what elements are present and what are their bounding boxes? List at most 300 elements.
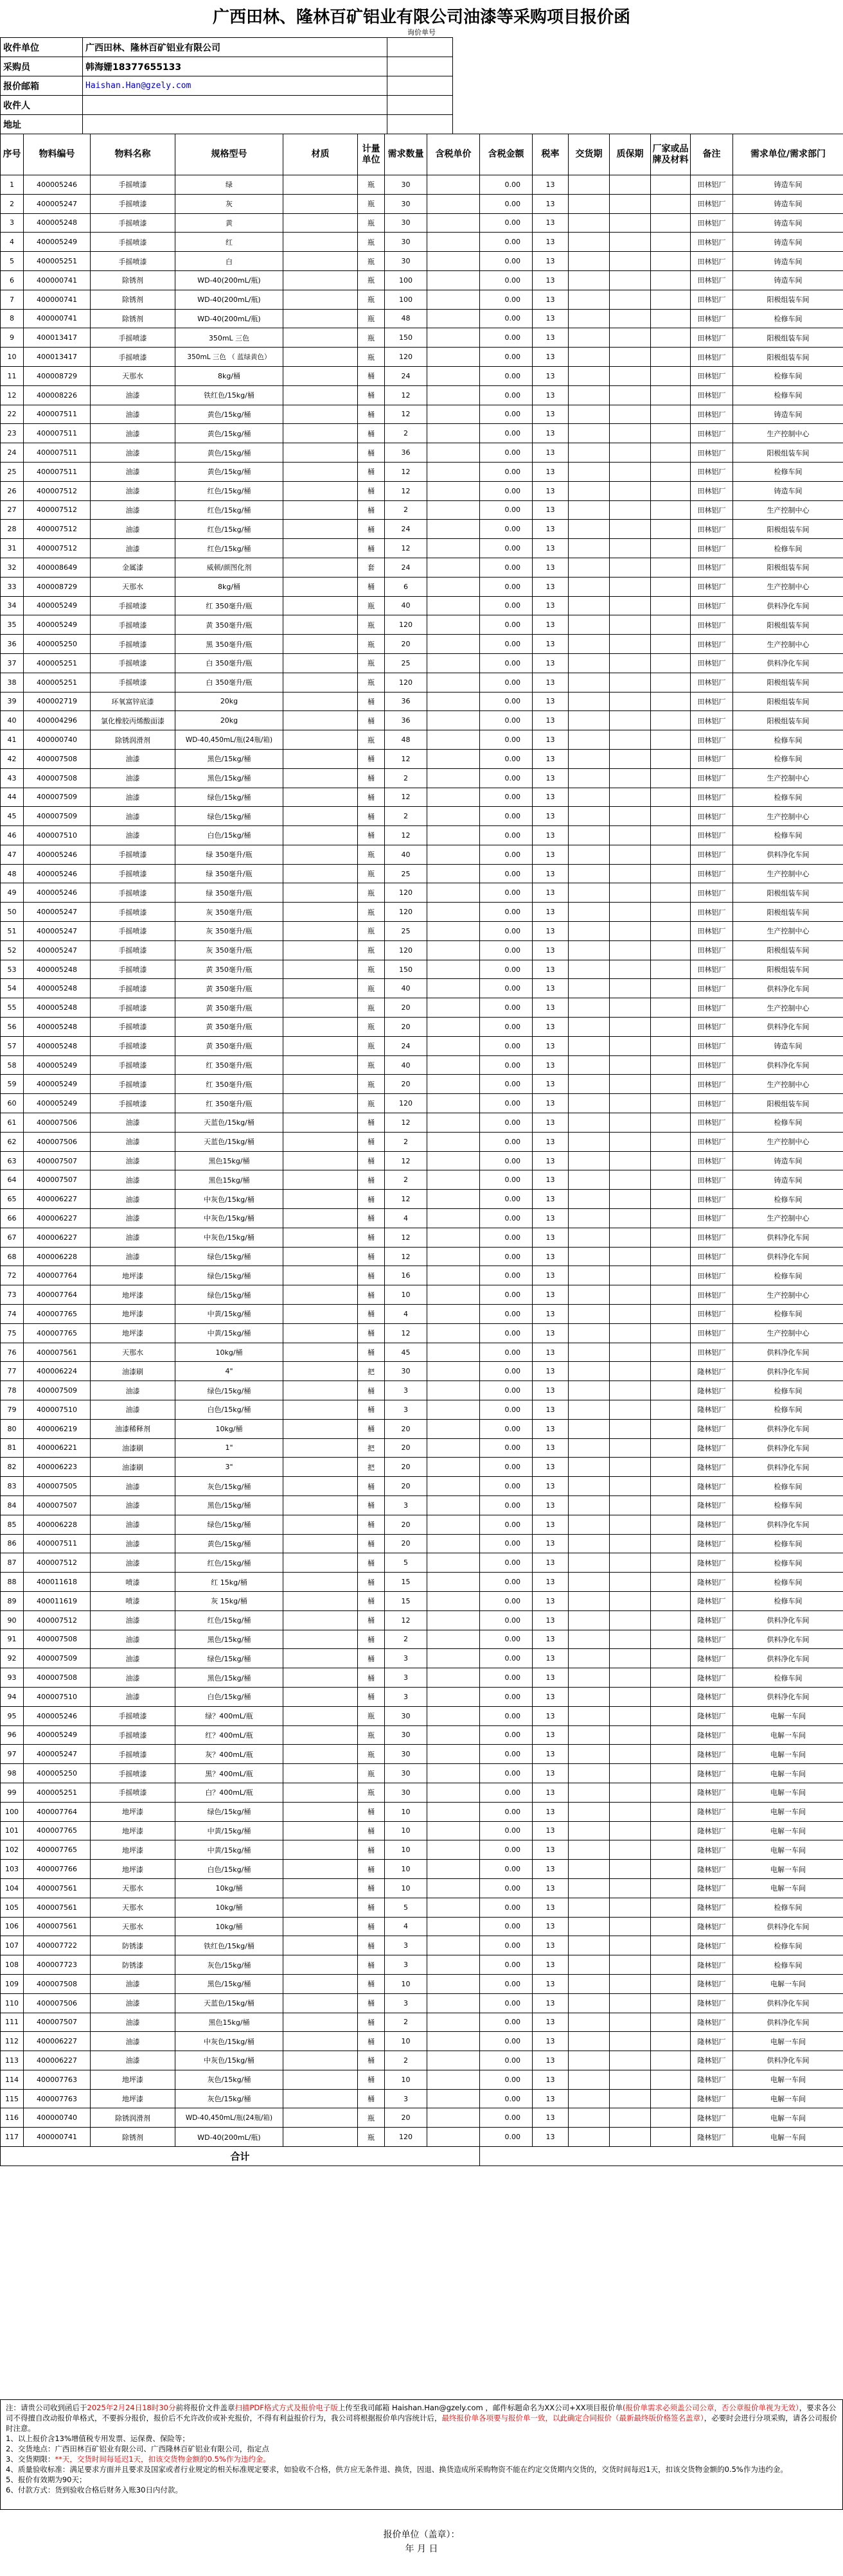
cell-brand[interactable] xyxy=(651,2089,691,2108)
cell-brand[interactable] xyxy=(651,405,691,424)
cell-brand[interactable] xyxy=(651,1190,691,1209)
cell-material[interactable] xyxy=(283,1591,358,1610)
cell-brand[interactable] xyxy=(651,1113,691,1133)
cell-delivery[interactable] xyxy=(569,998,610,1018)
cell-delivery[interactable] xyxy=(569,1764,610,1783)
cell-unit-price[interactable] xyxy=(427,653,480,673)
cell-delivery[interactable] xyxy=(569,1228,610,1247)
cell-material[interactable] xyxy=(283,807,358,826)
cell-brand[interactable] xyxy=(651,1094,691,1113)
cell-warranty[interactable] xyxy=(610,1495,651,1515)
cell-warranty[interactable] xyxy=(610,1783,651,1802)
cell-unit-price[interactable] xyxy=(427,1955,480,1975)
cell-warranty[interactable] xyxy=(610,883,651,903)
cell-brand[interactable] xyxy=(651,1591,691,1610)
cell-delivery[interactable] xyxy=(569,1573,610,1592)
cell-warranty[interactable] xyxy=(610,1860,651,1879)
cell-delivery[interactable] xyxy=(569,730,610,750)
cell-material[interactable] xyxy=(283,1438,358,1458)
cell-delivery[interactable] xyxy=(569,1802,610,1821)
cell-brand[interactable] xyxy=(651,1783,691,1802)
cell-delivery[interactable] xyxy=(569,1515,610,1534)
cell-material[interactable] xyxy=(283,481,358,500)
cell-warranty[interactable] xyxy=(610,1458,651,1477)
cell-brand[interactable] xyxy=(651,2032,691,2051)
cell-unit-price[interactable] xyxy=(427,500,480,520)
cell-delivery[interactable] xyxy=(569,1840,610,1860)
cell-unit-price[interactable] xyxy=(427,233,480,252)
cell-material[interactable] xyxy=(283,979,358,998)
cell-unit-price[interactable] xyxy=(427,213,480,233)
cell-material[interactable] xyxy=(283,653,358,673)
cell-warranty[interactable] xyxy=(610,940,651,960)
cell-unit-price[interactable] xyxy=(427,1055,480,1075)
cell-material[interactable] xyxy=(283,1343,358,1362)
cell-brand[interactable] xyxy=(651,1209,691,1228)
cell-brand[interactable] xyxy=(651,290,691,309)
cell-warranty[interactable] xyxy=(610,596,651,615)
cell-unit-price[interactable] xyxy=(427,1305,480,1324)
cell-unit-price[interactable] xyxy=(427,1898,480,1917)
cell-brand[interactable] xyxy=(651,443,691,463)
cell-warranty[interactable] xyxy=(610,653,651,673)
cell-brand[interactable] xyxy=(651,175,691,195)
cell-warranty[interactable] xyxy=(610,1285,651,1305)
cell-delivery[interactable] xyxy=(569,539,610,558)
cell-brand[interactable] xyxy=(651,1305,691,1324)
cell-brand[interactable] xyxy=(651,826,691,845)
cell-warranty[interactable] xyxy=(610,1343,651,1362)
cell-material[interactable] xyxy=(283,366,358,385)
cell-unit-price[interactable] xyxy=(427,385,480,405)
cell-unit-price[interactable] xyxy=(427,520,480,539)
cell-brand[interactable] xyxy=(651,635,691,654)
cell-warranty[interactable] xyxy=(610,1668,651,1688)
cell-warranty[interactable] xyxy=(610,520,651,539)
cell-brand[interactable] xyxy=(651,270,691,290)
cell-unit-price[interactable] xyxy=(427,2108,480,2128)
cell-material[interactable] xyxy=(283,2070,358,2089)
receiver-field[interactable] xyxy=(83,96,387,115)
cell-warranty[interactable] xyxy=(610,2089,651,2108)
cell-unit-price[interactable] xyxy=(427,2070,480,2089)
cell-unit-price[interactable] xyxy=(427,1477,480,1496)
cell-unit-price[interactable] xyxy=(427,1993,480,2013)
cell-material[interactable] xyxy=(283,2089,358,2108)
cell-delivery[interactable] xyxy=(569,385,610,405)
cell-delivery[interactable] xyxy=(569,596,610,615)
cell-brand[interactable] xyxy=(651,807,691,826)
cell-delivery[interactable] xyxy=(569,405,610,424)
cell-material[interactable] xyxy=(283,1821,358,1840)
cell-unit-price[interactable] xyxy=(427,1610,480,1630)
cell-material[interactable] xyxy=(283,1477,358,1496)
cell-brand[interactable] xyxy=(651,1725,691,1745)
cell-delivery[interactable] xyxy=(569,1381,610,1400)
cell-brand[interactable] xyxy=(651,1993,691,2013)
cell-brand[interactable] xyxy=(651,653,691,673)
cell-unit-price[interactable] xyxy=(427,2032,480,2051)
cell-warranty[interactable] xyxy=(610,998,651,1018)
cell-warranty[interactable] xyxy=(610,1266,651,1285)
cell-unit-price[interactable] xyxy=(427,366,480,385)
cell-material[interactable] xyxy=(283,1955,358,1975)
cell-brand[interactable] xyxy=(651,500,691,520)
cell-delivery[interactable] xyxy=(569,692,610,711)
cell-unit-price[interactable] xyxy=(427,883,480,903)
cell-unit-price[interactable] xyxy=(427,749,480,768)
cell-brand[interactable] xyxy=(651,1018,691,1037)
cell-unit-price[interactable] xyxy=(427,1247,480,1266)
cell-delivery[interactable] xyxy=(569,424,610,443)
cell-material[interactable] xyxy=(283,1094,358,1113)
cell-unit-price[interactable] xyxy=(427,1228,480,1247)
cell-brand[interactable] xyxy=(651,1075,691,1094)
cell-unit-price[interactable] xyxy=(427,1668,480,1688)
cell-material[interactable] xyxy=(283,749,358,768)
cell-material[interactable] xyxy=(283,1323,358,1343)
cell-brand[interactable] xyxy=(651,1917,691,1936)
cell-material[interactable] xyxy=(283,348,358,367)
cell-unit-price[interactable] xyxy=(427,328,480,348)
cell-unit-price[interactable] xyxy=(427,1094,480,1113)
cell-warranty[interactable] xyxy=(610,405,651,424)
cell-delivery[interactable] xyxy=(569,2013,610,2032)
cell-unit-price[interactable] xyxy=(427,922,480,941)
cell-unit-price[interactable] xyxy=(427,309,480,328)
cell-material[interactable] xyxy=(283,1419,358,1438)
cell-warranty[interactable] xyxy=(610,2032,651,2051)
cell-warranty[interactable] xyxy=(610,749,651,768)
cell-unit-price[interactable] xyxy=(427,960,480,979)
address2-field[interactable] xyxy=(387,115,453,134)
cell-unit-price[interactable] xyxy=(427,1285,480,1305)
cell-unit-price[interactable] xyxy=(427,443,480,463)
cell-warranty[interactable] xyxy=(610,1610,651,1630)
cell-warranty[interactable] xyxy=(610,1840,651,1860)
cell-brand[interactable] xyxy=(651,1381,691,1400)
cell-warranty[interactable] xyxy=(610,2108,651,2128)
cell-brand[interactable] xyxy=(651,1419,691,1438)
cell-delivery[interactable] xyxy=(569,2108,610,2128)
sender-field[interactable] xyxy=(387,38,453,57)
cell-unit-price[interactable] xyxy=(427,558,480,577)
cell-warranty[interactable] xyxy=(610,1381,651,1400)
cell-brand[interactable] xyxy=(651,348,691,367)
cell-unit-price[interactable] xyxy=(427,1745,480,1764)
cell-delivery[interactable] xyxy=(569,883,610,903)
cell-unit-price[interactable] xyxy=(427,1764,480,1783)
cell-brand[interactable] xyxy=(651,481,691,500)
cell-material[interactable] xyxy=(283,1515,358,1534)
cell-brand[interactable] xyxy=(651,615,691,635)
cell-warranty[interactable] xyxy=(610,1878,651,1898)
cell-delivery[interactable] xyxy=(569,270,610,290)
cell-material[interactable] xyxy=(283,1266,358,1285)
cell-warranty[interactable] xyxy=(610,903,651,922)
cell-warranty[interactable] xyxy=(610,539,651,558)
cell-warranty[interactable] xyxy=(610,673,651,692)
cell-delivery[interactable] xyxy=(569,1534,610,1553)
cell-warranty[interactable] xyxy=(610,577,651,596)
cell-warranty[interactable] xyxy=(610,1209,651,1228)
cell-delivery[interactable] xyxy=(569,1075,610,1094)
cell-material[interactable] xyxy=(283,270,358,290)
cell-warranty[interactable] xyxy=(610,1036,651,1055)
cell-brand[interactable] xyxy=(651,960,691,979)
cell-delivery[interactable] xyxy=(569,1955,610,1975)
cell-unit-price[interactable] xyxy=(427,1381,480,1400)
cell-material[interactable] xyxy=(283,960,358,979)
cell-delivery[interactable] xyxy=(569,1495,610,1515)
cell-unit-price[interactable] xyxy=(427,1821,480,1840)
cell-delivery[interactable] xyxy=(569,1917,610,1936)
cell-delivery[interactable] xyxy=(569,1132,610,1151)
cell-material[interactable] xyxy=(283,1974,358,1993)
cell-unit-price[interactable] xyxy=(427,1649,480,1668)
cell-brand[interactable] xyxy=(651,1343,691,1362)
cell-warranty[interactable] xyxy=(610,1553,651,1573)
cell-material[interactable] xyxy=(283,233,358,252)
cell-brand[interactable] xyxy=(651,1285,691,1305)
cell-material[interactable] xyxy=(283,1534,358,1553)
cell-delivery[interactable] xyxy=(569,500,610,520)
cell-material[interactable] xyxy=(283,1668,358,1688)
cell-delivery[interactable] xyxy=(569,175,610,195)
cell-warranty[interactable] xyxy=(610,730,651,750)
cell-warranty[interactable] xyxy=(610,1190,651,1209)
cell-warranty[interactable] xyxy=(610,807,651,826)
cell-brand[interactable] xyxy=(651,1687,691,1706)
cell-delivery[interactable] xyxy=(569,1151,610,1170)
cell-material[interactable] xyxy=(283,1209,358,1228)
cell-unit-price[interactable] xyxy=(427,1495,480,1515)
cell-material[interactable] xyxy=(283,2032,358,2051)
cell-unit-price[interactable] xyxy=(427,1591,480,1610)
cell-warranty[interactable] xyxy=(610,1419,651,1438)
cell-delivery[interactable] xyxy=(569,960,610,979)
cell-delivery[interactable] xyxy=(569,1725,610,1745)
cell-brand[interactable] xyxy=(651,1573,691,1592)
cell-delivery[interactable] xyxy=(569,2051,610,2070)
cell-brand[interactable] xyxy=(651,1247,691,1266)
cell-unit-price[interactable] xyxy=(427,462,480,481)
cell-unit-price[interactable] xyxy=(427,1113,480,1133)
cell-material[interactable] xyxy=(283,673,358,692)
cell-material[interactable] xyxy=(283,405,358,424)
cell-unit-price[interactable] xyxy=(427,1458,480,1477)
cell-delivery[interactable] xyxy=(569,2032,610,2051)
cell-warranty[interactable] xyxy=(610,1094,651,1113)
cell-warranty[interactable] xyxy=(610,233,651,252)
cell-warranty[interactable] xyxy=(610,1936,651,1955)
cell-warranty[interactable] xyxy=(610,1955,651,1975)
cell-brand[interactable] xyxy=(651,730,691,750)
cell-warranty[interactable] xyxy=(610,1974,651,1993)
cell-material[interactable] xyxy=(283,768,358,788)
cell-material[interactable] xyxy=(283,1553,358,1573)
cell-brand[interactable] xyxy=(651,1036,691,1055)
cell-delivery[interactable] xyxy=(569,481,610,500)
cell-warranty[interactable] xyxy=(610,1630,651,1649)
cell-delivery[interactable] xyxy=(569,1247,610,1266)
cell-brand[interactable] xyxy=(651,1266,691,1285)
cell-material[interactable] xyxy=(283,1018,358,1037)
cell-brand[interactable] xyxy=(651,462,691,481)
cell-material[interactable] xyxy=(283,1764,358,1783)
cell-delivery[interactable] xyxy=(569,940,610,960)
cell-warranty[interactable] xyxy=(610,290,651,309)
cell-delivery[interactable] xyxy=(569,1266,610,1285)
cell-delivery[interactable] xyxy=(569,864,610,883)
cell-material[interactable] xyxy=(283,1151,358,1170)
cell-brand[interactable] xyxy=(651,539,691,558)
cell-unit-price[interactable] xyxy=(427,1860,480,1879)
cell-material[interactable] xyxy=(283,1285,358,1305)
cell-warranty[interactable] xyxy=(610,328,651,348)
cell-delivery[interactable] xyxy=(569,1477,610,1496)
cell-unit-price[interactable] xyxy=(427,424,480,443)
cell-warranty[interactable] xyxy=(610,1515,651,1534)
cell-delivery[interactable] xyxy=(569,1018,610,1037)
cell-warranty[interactable] xyxy=(610,1764,651,1783)
cell-warranty[interactable] xyxy=(610,2128,651,2147)
cell-unit-price[interactable] xyxy=(427,252,480,271)
cell-material[interactable] xyxy=(283,290,358,309)
cell-material[interactable] xyxy=(283,1610,358,1630)
cell-delivery[interactable] xyxy=(569,328,610,348)
cell-unit-price[interactable] xyxy=(427,1725,480,1745)
cell-unit-price[interactable] xyxy=(427,1075,480,1094)
cell-warranty[interactable] xyxy=(610,615,651,635)
cell-delivery[interactable] xyxy=(569,1745,610,1764)
cell-warranty[interactable] xyxy=(610,1323,651,1343)
cell-material[interactable] xyxy=(283,1305,358,1324)
cell-material[interactable] xyxy=(283,520,358,539)
cell-brand[interactable] xyxy=(651,1649,691,1668)
cell-material[interactable] xyxy=(283,903,358,922)
cell-unit-price[interactable] xyxy=(427,1036,480,1055)
cell-warranty[interactable] xyxy=(610,175,651,195)
cell-delivery[interactable] xyxy=(569,845,610,864)
cell-brand[interactable] xyxy=(651,1630,691,1649)
cell-brand[interactable] xyxy=(651,1860,691,1879)
cell-warranty[interactable] xyxy=(610,462,651,481)
cell-brand[interactable] xyxy=(651,1438,691,1458)
cell-material[interactable] xyxy=(283,615,358,635)
cell-warranty[interactable] xyxy=(610,1802,651,1821)
cell-unit-price[interactable] xyxy=(427,2128,480,2147)
address-field[interactable] xyxy=(83,115,387,134)
cell-material[interactable] xyxy=(283,1458,358,1477)
cell-brand[interactable] xyxy=(651,577,691,596)
cell-brand[interactable] xyxy=(651,1706,691,1725)
cell-unit-price[interactable] xyxy=(427,1840,480,1860)
cell-material[interactable] xyxy=(283,2051,358,2070)
cell-material[interactable] xyxy=(283,711,358,730)
cell-brand[interactable] xyxy=(651,711,691,730)
cell-delivery[interactable] xyxy=(569,2128,610,2147)
cell-unit-price[interactable] xyxy=(427,539,480,558)
cell-material[interactable] xyxy=(283,328,358,348)
cell-warranty[interactable] xyxy=(610,2013,651,2032)
cell-brand[interactable] xyxy=(651,2108,691,2128)
cell-delivery[interactable] xyxy=(569,1936,610,1955)
cell-delivery[interactable] xyxy=(569,1209,610,1228)
cell-warranty[interactable] xyxy=(610,960,651,979)
cell-delivery[interactable] xyxy=(569,1668,610,1688)
cell-unit-price[interactable] xyxy=(427,711,480,730)
cell-unit-price[interactable] xyxy=(427,1534,480,1553)
cell-delivery[interactable] xyxy=(569,1323,610,1343)
cell-warranty[interactable] xyxy=(610,864,651,883)
cell-delivery[interactable] xyxy=(569,1706,610,1725)
cell-material[interactable] xyxy=(283,1898,358,1917)
cell-brand[interactable] xyxy=(651,1974,691,1993)
cell-unit-price[interactable] xyxy=(427,1419,480,1438)
cell-warranty[interactable] xyxy=(610,845,651,864)
cell-warranty[interactable] xyxy=(610,1706,651,1725)
cell-delivery[interactable] xyxy=(569,1878,610,1898)
cell-delivery[interactable] xyxy=(569,1419,610,1438)
cell-delivery[interactable] xyxy=(569,788,610,807)
cell-delivery[interactable] xyxy=(569,1094,610,1113)
cell-material[interactable] xyxy=(283,1687,358,1706)
cell-brand[interactable] xyxy=(651,520,691,539)
cell-warranty[interactable] xyxy=(610,1898,651,1917)
cell-material[interactable] xyxy=(283,175,358,195)
cell-unit-price[interactable] xyxy=(427,577,480,596)
cell-material[interactable] xyxy=(283,2108,358,2128)
cell-unit-price[interactable] xyxy=(427,845,480,864)
cell-warranty[interactable] xyxy=(610,366,651,385)
cell-unit-price[interactable] xyxy=(427,635,480,654)
cell-warranty[interactable] xyxy=(610,826,651,845)
cell-warranty[interactable] xyxy=(610,1917,651,1936)
cell-material[interactable] xyxy=(283,309,358,328)
cell-unit-price[interactable] xyxy=(427,1573,480,1592)
cell-brand[interactable] xyxy=(651,979,691,998)
cell-unit-price[interactable] xyxy=(427,1209,480,1228)
cell-unit-price[interactable] xyxy=(427,1132,480,1151)
cell-unit-price[interactable] xyxy=(427,175,480,195)
cell-brand[interactable] xyxy=(651,2070,691,2089)
cell-unit-price[interactable] xyxy=(427,1190,480,1209)
cell-material[interactable] xyxy=(283,500,358,520)
cell-delivery[interactable] xyxy=(569,1438,610,1458)
cell-unit-price[interactable] xyxy=(427,1917,480,1936)
cell-delivery[interactable] xyxy=(569,577,610,596)
cell-delivery[interactable] xyxy=(569,1305,610,1324)
cell-material[interactable] xyxy=(283,635,358,654)
cell-delivery[interactable] xyxy=(569,1400,610,1420)
cell-delivery[interactable] xyxy=(569,635,610,654)
cell-brand[interactable] xyxy=(651,768,691,788)
cell-material[interactable] xyxy=(283,252,358,271)
cell-material[interactable] xyxy=(283,1190,358,1209)
cell-unit-price[interactable] xyxy=(427,290,480,309)
cell-material[interactable] xyxy=(283,1706,358,1725)
cell-brand[interactable] xyxy=(651,1955,691,1975)
cell-unit-price[interactable] xyxy=(427,1323,480,1343)
cell-delivery[interactable] xyxy=(569,653,610,673)
cell-delivery[interactable] xyxy=(569,673,610,692)
cell-unit-price[interactable] xyxy=(427,1706,480,1725)
cell-material[interactable] xyxy=(283,883,358,903)
cell-delivery[interactable] xyxy=(569,443,610,463)
cell-material[interactable] xyxy=(283,1783,358,1802)
cell-brand[interactable] xyxy=(651,1362,691,1381)
